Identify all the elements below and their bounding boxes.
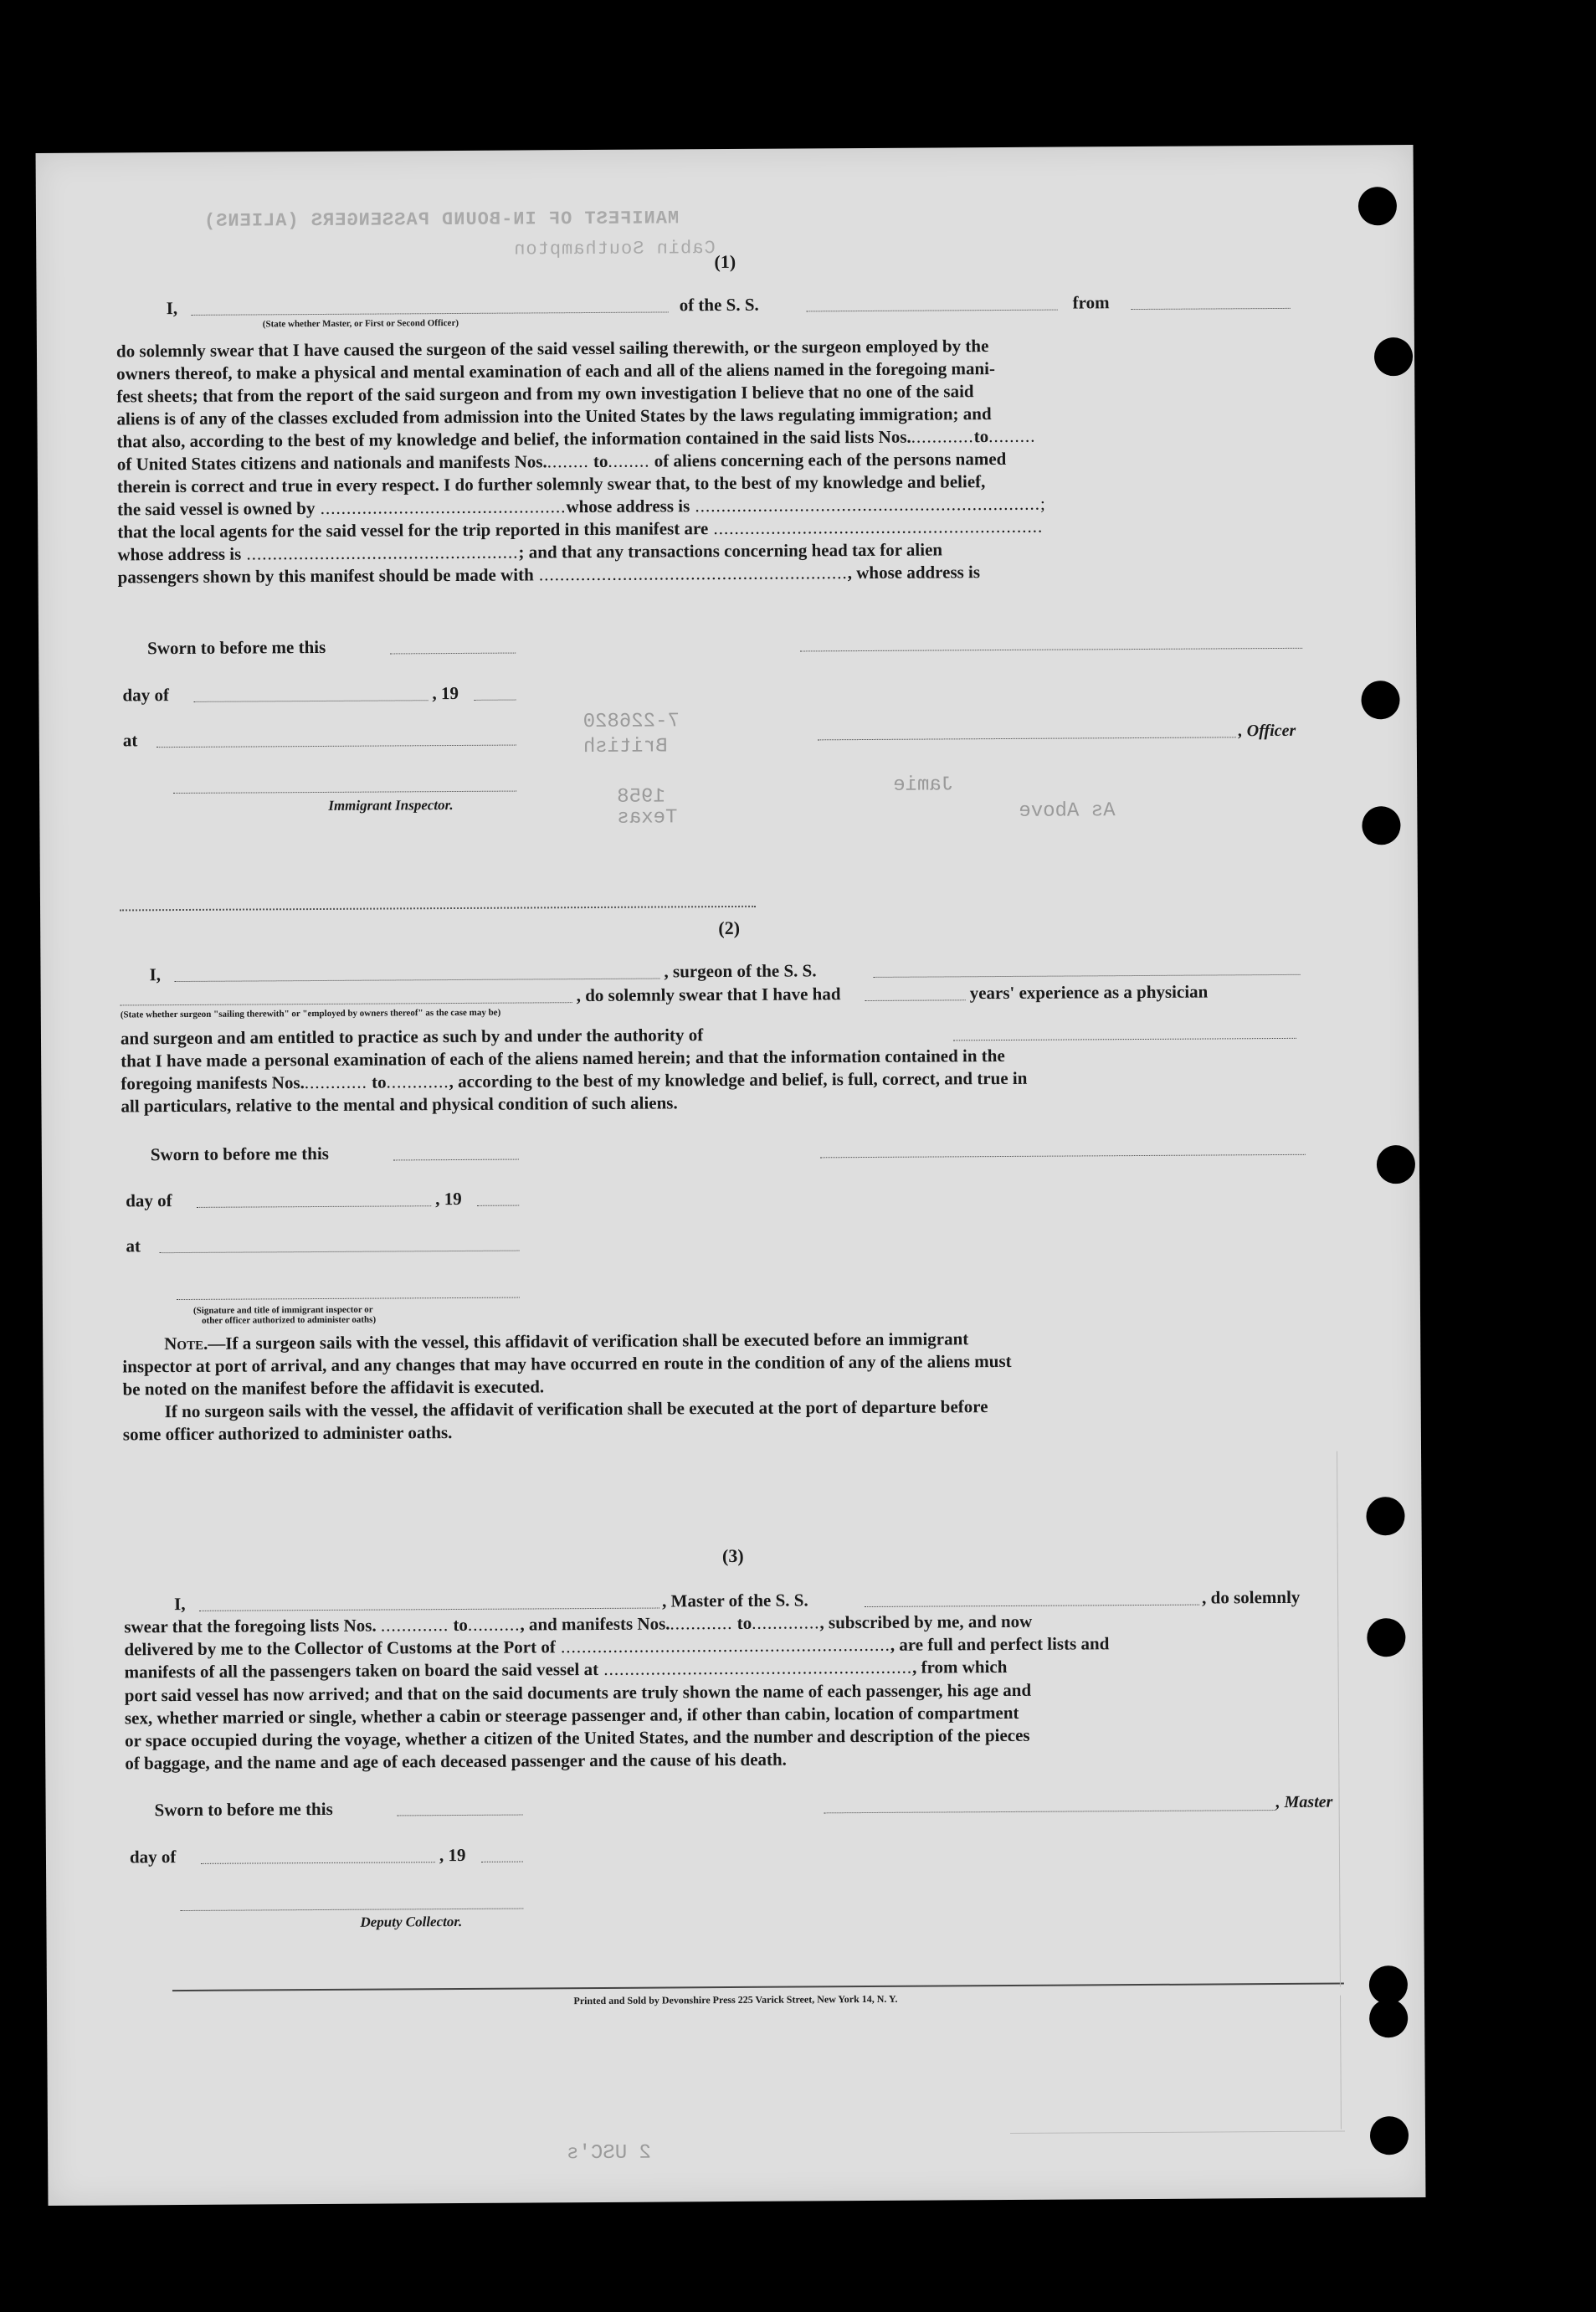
punch-hole	[1370, 2116, 1409, 2155]
s1-officer-blank	[818, 737, 1236, 740]
s1-para-line: therein is correct and true in every respect. I do further solemnly swear that, to the best of my knowledge and belief,	[116, 471, 986, 497]
punch-hole	[1362, 806, 1400, 845]
s2-year-label: , 19	[435, 1188, 462, 1210]
s3-ship-blank	[865, 1605, 1199, 1607]
s1-to-dots-2: ........	[608, 450, 650, 471]
s2-years-blank	[865, 999, 966, 1001]
s1-transactions-text: ; and that any transactions concerning head tax for alien	[518, 539, 943, 563]
s2-authority-text: and surgeon and am entitled to practice as such by and under the authority of	[120, 1025, 704, 1049]
s1-from-blank	[1132, 308, 1291, 310]
s3-sworn-blank	[398, 1815, 523, 1816]
s1-para-line: fest sheets; that from the report of the said surgeon and from my own investigation I believe that no one of the said	[116, 381, 974, 407]
s3-i-label: I,	[174, 1593, 186, 1615]
s3-to-text-2: to	[736, 1612, 752, 1633]
s1-address-dots-2: ....................................................	[241, 542, 519, 564]
s1-bottom-dotted	[120, 906, 756, 912]
s2-note-label: Note.	[164, 1333, 208, 1354]
s1-owned-text: the said vessel is owned by	[117, 498, 316, 520]
s2-note-block	[122, 1326, 1310, 1446]
s2-sig-note-1: (Signature and title of immigrant inspector or	[192, 1304, 373, 1316]
printer-imprint: Printed and Sold by Devonshire Press 225 Varick Street, New York 14, N. Y.	[573, 1992, 898, 2007]
s3-para-line: sex, whether married or single, whether a cabin or steerage passenger and, if other than cabin, location of compartment	[124, 1702, 1019, 1729]
ghost-typed-1: 7-226820	[582, 710, 680, 734]
s3-lists-text: swear that the foregoing lists Nos.	[124, 1615, 377, 1637]
s3-line-2	[124, 1611, 1032, 1638]
s1-oath-paragraph	[116, 333, 1305, 589]
s2-according-text: , according to the best of my knowledge and belief, is full, correct, and true in	[449, 1067, 1028, 1092]
s3-deputy-blank	[180, 1909, 523, 1912]
s1-para-line: do solemnly swear that I have caused the surgeon of the said vessel sailing therewith, or the surgeon employed by the	[115, 336, 989, 362]
s1-whose-address-2: whose address is	[117, 543, 242, 565]
ghost-typed-2: British	[582, 735, 668, 759]
faint-margin-line-2	[1340, 1996, 1342, 2130]
s3-solemnly-text: , do solemnly	[1202, 1586, 1301, 1608]
s1-lists-dots: ............	[911, 426, 974, 447]
s1-whose-address-text: whose address is	[566, 496, 690, 517]
s1-to-text-2: to	[593, 450, 608, 471]
s1-year-blank	[475, 700, 516, 701]
section-1-number: (1)	[714, 250, 736, 273]
s3-master-of-text: , Master of the S. S.	[662, 1590, 808, 1611]
punch-hole	[1374, 337, 1413, 376]
ghost-header-line1: MANIFEST OF IN-BOUND PASSENGERS (ALIENS)	[203, 208, 680, 232]
s1-made-with-text: passengers shown by this manifest should be made with	[117, 564, 534, 588]
s2-note-line: If no surgeon sails with the vessel, the affidavit of verification shall be executed at the port of departure before	[164, 1396, 988, 1422]
s1-para-line: owners thereof, to make a physical and mental examination of each and all of the aliens named in the foregoing mani-	[116, 358, 995, 384]
s3-collector-text: delivered by me to the Collector of Customs at the Port of	[124, 1636, 556, 1660]
s3-to-dots: ..........	[467, 1614, 521, 1635]
s1-owned-dots: ...............................................	[315, 496, 567, 519]
s3-year-text: 19	[448, 1844, 466, 1866]
s3-para-line: of baggage, and the name and age of each deceased passenger and the cause of his death.	[125, 1749, 787, 1774]
s1-year-text: 19	[440, 682, 459, 704]
section-2-number: (2)	[718, 917, 741, 939]
s3-perfect-text: , are full and perfect lists and	[890, 1633, 1110, 1655]
ghost-typed-4: Texas	[617, 806, 678, 830]
s2-day-blank	[197, 1205, 431, 1208]
s1-day-of-label: day of	[122, 685, 169, 706]
s1-agents-dots: ...............................................................	[708, 516, 1044, 539]
s1-from-label: from	[1072, 292, 1110, 313]
s3-day-blank	[201, 1862, 435, 1864]
ghost-typed-5: Jamie	[893, 773, 954, 797]
s3-taken-dots: ...........................................................	[598, 1657, 913, 1679]
s3-line-4	[125, 1657, 1008, 1683]
s2-sig-note-2: other officer authorized to administer oaths)	[202, 1314, 377, 1326]
s2-surgeon-note: (State whether surgeon "sailing therewith" or "employed by owners thereof" as the case may be)	[120, 1007, 501, 1020]
s2-ship-blank	[874, 974, 1301, 978]
punch-hole	[1367, 1618, 1405, 1657]
s2-i-label: I,	[149, 964, 162, 985]
s1-day-blank	[194, 700, 429, 702]
s3-master-label: , Master	[1275, 1792, 1333, 1812]
ghost-header-line2: Cabin Southampton	[513, 238, 716, 260]
s3-day-of-label: day of	[129, 1847, 177, 1868]
s1-manifests-dots: ........	[547, 451, 589, 472]
s2-name-blank	[175, 979, 660, 983]
s2-at-label: at	[126, 1236, 141, 1256]
s1-sworn-label: Sworn to before me this	[147, 636, 326, 659]
s1-officer-note: (State whether Master, or First or Second Officer)	[262, 317, 459, 330]
s3-master-sig-blank	[824, 1810, 1276, 1813]
s1-inspector-blank	[173, 791, 516, 794]
s1-officer-sig-blank-top	[800, 648, 1302, 652]
s2-years-text: years' experience as a physician	[969, 981, 1209, 1004]
s3-taken-text: manifests of all the passengers taken on board the said vessel at	[124, 1658, 599, 1683]
ghost-typed-bottom: 2 USC's	[567, 2141, 652, 2166]
s3-master-name-blank	[199, 1608, 659, 1611]
s2-surgeon-of-text: surgeon of the S. S.	[672, 960, 817, 982]
punch-hole	[1358, 187, 1397, 225]
s1-agents-text: that the local agents for the said vessel for the trip reported in this manifest are	[117, 518, 709, 542]
s1-year-label: , 19	[432, 682, 459, 704]
s1-ship-blank	[807, 310, 1058, 312]
s2-year-text: 19	[444, 1188, 462, 1210]
s3-manifests-dots: ............	[670, 1612, 733, 1634]
s3-subscribed-text: , subscribed by me, and now	[819, 1611, 1033, 1633]
s1-at-label: at	[122, 730, 138, 751]
s1-address-dots: ..................................................................;	[690, 493, 1046, 516]
s3-paragraph	[125, 1677, 1312, 1775]
s2-foregoing-text: foregoing manifests Nos.	[121, 1072, 305, 1094]
s2-particulars-text: all particulars, relative to the mental and physical condition of such aliens.	[121, 1092, 678, 1117]
s2-solemnly-text: , do solemnly swear that I have had	[576, 984, 841, 1006]
s1-of-aliens-text: of aliens concerning each of the persons named	[654, 448, 1007, 471]
s1-officer-label: , Officer	[1238, 721, 1296, 741]
s1-officer-name-blank	[192, 311, 669, 315]
s2-to-dots: ............	[386, 1071, 449, 1092]
s1-manifests-text: of United States citizens and nationals and manifests Nos.	[116, 451, 547, 475]
s3-from-which-text: , from which	[911, 1656, 1008, 1677]
s2-name-blank-2	[121, 1002, 572, 1005]
s1-to-dots: .........	[988, 425, 1036, 447]
s2-year-blank	[477, 1205, 519, 1206]
ghost-typed-3: 1958	[617, 785, 665, 809]
s2-foregoing-dots: ............	[304, 1071, 367, 1093]
s2-exam-text: that I have made a personal examination of each of the aliens named herein; and that the information contained in the	[121, 1045, 1005, 1071]
s2-foregoing-line	[121, 1068, 1027, 1095]
s1-made-with-dots: ...........................................................	[533, 563, 848, 585]
ghost-typed-6: As Above	[1019, 799, 1116, 823]
s2-day-of-label: day of	[126, 1190, 172, 1211]
s2-note-text-1: —If a surgeon sails with the vessel, this affidavit of verification shall be executed before an immigrant	[208, 1328, 969, 1354]
punch-hole	[1366, 1497, 1404, 1535]
s3-year-label: , 19	[439, 1844, 466, 1866]
s2-surgeon-of-label: , surgeon of the S. S.	[664, 960, 817, 982]
punch-hole	[1377, 1145, 1415, 1184]
s2-sworn-blank	[393, 1159, 519, 1161]
s2-note-line: inspector at port of arrival, and any changes that may have occurred en route in the condition of any of the aliens must	[122, 1350, 1012, 1377]
s2-sworn-label: Sworn to before me this	[150, 1143, 329, 1165]
s3-deputy-label: Deputy Collector.	[360, 1913, 463, 1930]
punch-hole	[1369, 1999, 1408, 2037]
s3-to-dots-2: .............	[752, 1612, 820, 1633]
s1-i-label: I,	[166, 298, 178, 319]
s2-authority-blank	[953, 1038, 1296, 1041]
s2-note-line: some officer authorized to administer oaths.	[122, 1422, 453, 1445]
s2-surgeon-sig-blank	[820, 1154, 1306, 1159]
s3-port-dots: ...............................................................	[555, 1634, 890, 1657]
s1-lists-text: that also, according to the best of my knowledge and belief, the information contained in the said lists Nos.	[116, 426, 911, 452]
punch-hole	[1361, 681, 1399, 719]
section-3-number: (3)	[721, 1544, 744, 1567]
manifest-affidavit-page	[36, 145, 1426, 2206]
s2-at-blank	[160, 1251, 520, 1254]
faint-bottom-line	[1010, 2131, 1345, 2134]
s1-whose-address-3: , whose address is	[847, 562, 981, 583]
s3-para-line: port said vessel has now arrived; and that on the said documents are truly shown the name of each passenger, his age and	[124, 1679, 1032, 1706]
s3-sworn-label: Sworn to before me this	[154, 1798, 333, 1821]
s2-note-line: be noted on the manifest before the affidavit is executed.	[122, 1376, 545, 1400]
s2-to-text: to	[372, 1071, 387, 1092]
faint-margin-line	[1337, 1451, 1341, 1987]
s3-manifests-text: , and manifests Nos.	[520, 1613, 670, 1635]
footer-rule	[172, 1983, 1344, 1992]
s2-inspector-blank	[177, 1297, 520, 1301]
s3-to-text: to	[453, 1614, 468, 1636]
s1-to-text: to	[973, 426, 989, 447]
s1-inspector-label: Immigrant Inspector.	[328, 797, 454, 814]
s3-lists-dots: .............	[380, 1615, 449, 1636]
s1-of-ss-label: of the S. S.	[679, 294, 759, 316]
s3-para-line: or space occupied during the voyage, whether a citizen of the United States, and the number and description of the pieces	[125, 1724, 1030, 1751]
s1-para-line: aliens is of any of the classes excluded from admission into the United States by the laws regulating immigration; and	[116, 403, 992, 429]
s1-at-blank	[157, 745, 516, 748]
s1-sworn-blank	[390, 653, 516, 655]
